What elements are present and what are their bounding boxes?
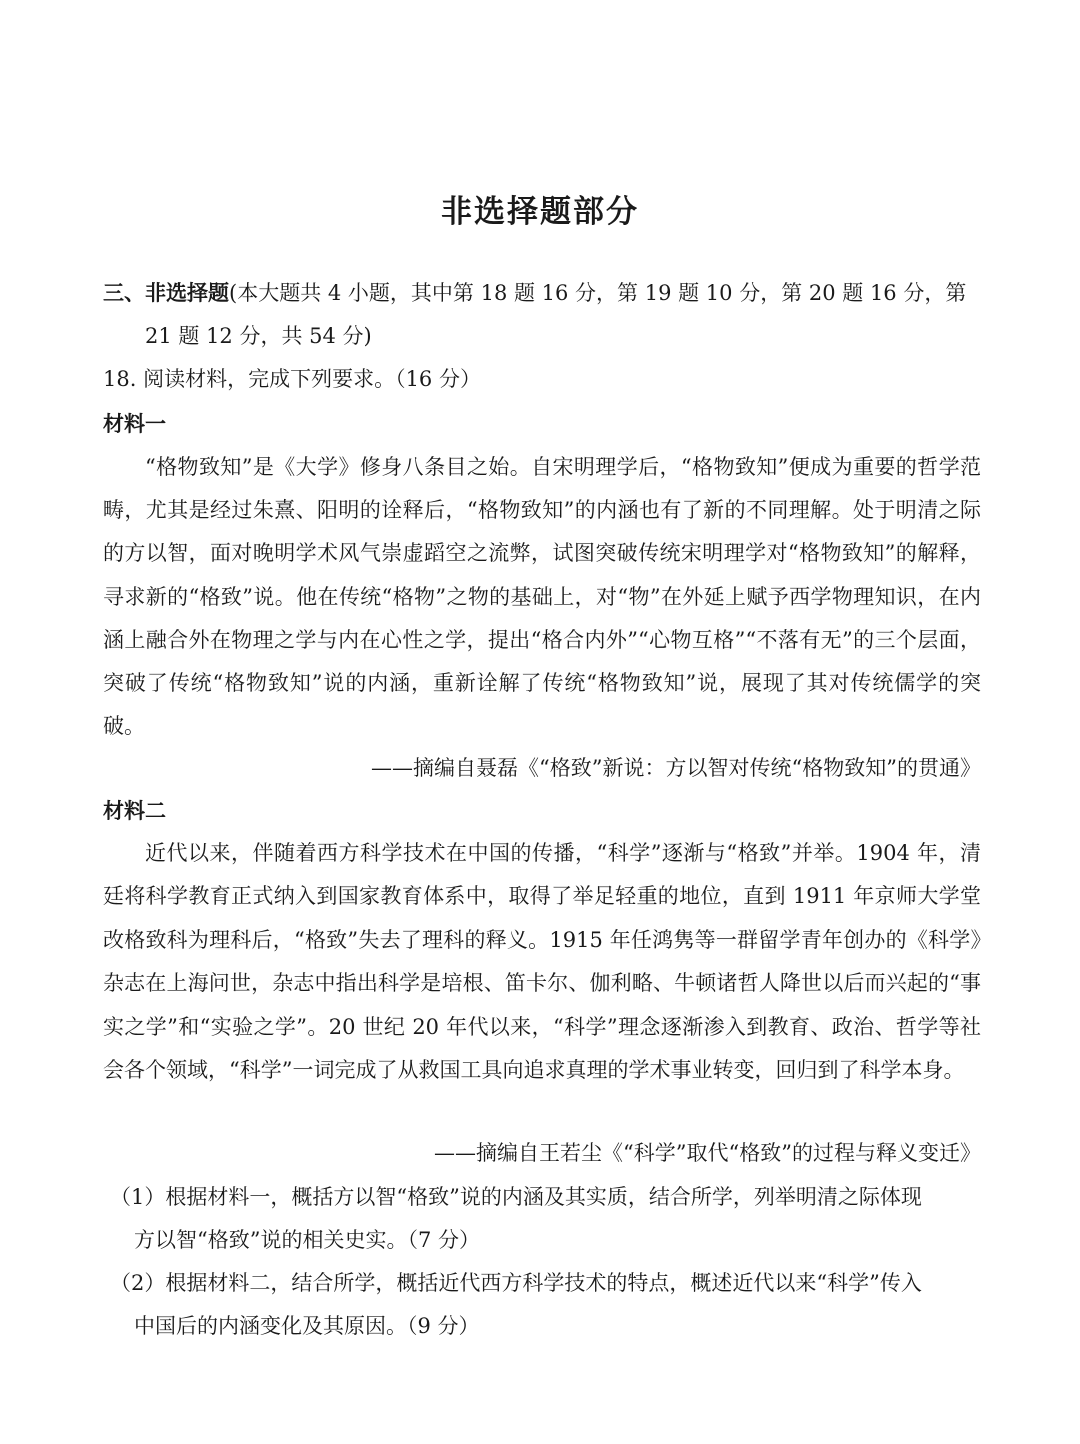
material1-source: ——摘编自聂磊《“格致”新说：方以智对传统“格物致知”的贯通》 — [371, 756, 981, 780]
material2-label: 材料二 — [103, 799, 166, 823]
section-desc-line1: (本大题共 4 小题，其中第 18 题 16 分，第 19 题 10 分，第 20 题 16 分，第 — [229, 281, 967, 305]
section-desc-line2: 21 题 12 分，共 54 分) — [145, 324, 372, 348]
material2-text: 近代以来，伴随着西方科学技术在中国的传播，“科学”逐渐与“格致”并举。1904 年，清廷将科学教育正式纳入到国家教育体系中，取得了举足轻重的地位，直到 1911 年京师大学堂改格致科为理科后，“格致”失去了理科的释义。1915 年任鸿隽等一群留学青年创办的《科学》杂志在上海问世，杂志中指出科学是培根、笛卡尔、伽利略、牛顿诸哲人降世以后而兴起的“事实之学”和“实验之学”。20 世纪 20 年代以来，“科学”理念逐渐渗入到教育、政治、哲学等社会各个领域，“科学”一词完成了从救国工具向追求真理的学术事业转变，回归到了科学本身。 — [103, 841, 981, 1083]
page-title: 非选择题部分 — [441, 194, 639, 230]
sub-question-1 — [110, 1176, 990, 1262]
sub-question-1-number: （1） — [110, 1185, 166, 1209]
sub-question-2-line2: 中国后的内涵变化及其原因。（9 分） — [134, 1314, 480, 1338]
material1-label: 材料一 — [103, 412, 166, 436]
sub-question-1-line2: 方以智“格致”说的相关史实。（7 分） — [134, 1228, 481, 1252]
material2-source: ——摘编自王若尘《“科学”取代“格致”的过程与释义变迁》 — [434, 1141, 981, 1165]
section-label: 三、非选择题 — [103, 281, 229, 305]
section-header — [103, 272, 981, 358]
question-intro: 18. 阅读材料，完成下列要求。（16 分） — [103, 367, 481, 391]
sub-question-1-line1: 根据材料一，概括方以智“格致”说的内涵及其实质，结合所学，列举明清之际体现 — [165, 1185, 922, 1209]
sub-question-2-line1: 根据材料二，结合所学，概括近代西方科学技术的特点，概述近代以来“科学”传入 — [165, 1271, 922, 1295]
sub-question-2-number: （2） — [110, 1271, 166, 1295]
sub-question-2 — [110, 1262, 990, 1348]
material1-text: “格物致知”是《大学》修身八条目之始。自宋明理学后，“格物致知”便成为重要的哲学范畴，尤其是经过朱熹、阳明的诠释后，“格物致知”的内涵也有了新的不同理解。处于明清之际的方以智，面对晚明学术风气崇虚蹈空之流弊，试图突破传统宋明理学对“格物致知”的解释，寻求新的“格致”说。他在传统“格物”之物的基础上，对“物”在外延上赋予西学物理知识，在内涵上融合外在物理之学与内在心性之学，提出“格合内外”“心物互格”“不落有无”的三个层面，突破了传统“格物致知”说的内涵，重新诠解了传统“格物致知”说，展现了其对传统儒学的突破。 — [103, 455, 981, 739]
